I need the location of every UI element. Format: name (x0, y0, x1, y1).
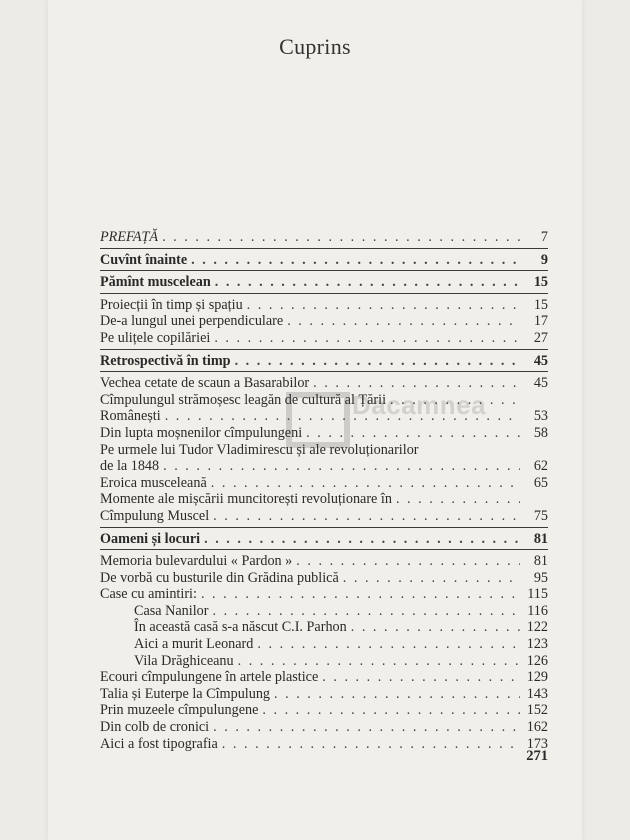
dot-leader (163, 458, 520, 475)
section-divider (100, 349, 548, 350)
toc-entry-title: Oameni și locuri (100, 530, 201, 547)
toc-entry (100, 330, 548, 347)
section-divider (100, 371, 548, 372)
toc-entry-page: 81 (533, 553, 548, 570)
toc-entry (100, 653, 548, 670)
toc-entry-title: Momente ale mișcării muncitorești revoluționare în (100, 491, 392, 508)
toc-entry-page: 75 (533, 507, 548, 524)
toc-entry (100, 408, 548, 425)
toc-entry-page: 81 (533, 530, 548, 547)
toc-entry-title: Talia și Euterpe la Cîmpulung (100, 685, 271, 702)
toc-entry-page: 116 (527, 602, 548, 619)
toc-entry (100, 586, 548, 603)
dot-leader (162, 229, 520, 246)
toc-entry (100, 491, 548, 508)
toc-entry-title: Din colb de cronici (100, 719, 210, 736)
toc-entry (100, 508, 548, 525)
toc-entry (100, 392, 548, 409)
page-number: 271 (526, 748, 548, 764)
toc-entry (100, 458, 548, 475)
dot-leader (257, 636, 520, 653)
toc-entry-page: 123 (526, 636, 548, 653)
page-title: Cuprins (279, 34, 351, 59)
toc-entry-page: 62 (533, 458, 548, 475)
dot-leader (322, 669, 520, 686)
toc-entry (100, 702, 548, 719)
toc-entry-page: 7 (540, 229, 548, 245)
toc-entry-page: 27 (533, 329, 548, 346)
toc-entry-title: Cîmpulung Muscel (100, 507, 210, 524)
toc-entry-page: 122 (526, 619, 548, 636)
dot-leader (191, 252, 520, 269)
dot-leader (214, 330, 520, 347)
toc-entry (100, 636, 548, 653)
dot-leader (211, 475, 520, 492)
toc-entry (100, 274, 548, 291)
toc-entry-title: Cuvînt înainte (100, 251, 188, 268)
toc-entry (100, 603, 548, 620)
dot-leader (213, 508, 520, 525)
toc-entry-title: De vorbă cu busturile din Grădina publică (100, 569, 339, 586)
toc-entry-title: Case cu amintiri: (100, 586, 197, 603)
toc-entry (100, 475, 548, 492)
section-divider (100, 527, 548, 528)
toc-entry (100, 553, 548, 570)
toc-entry-page: 95 (533, 569, 548, 586)
toc-entry-page: 15 (533, 296, 548, 313)
dot-leader (201, 586, 520, 603)
toc-entry-page: 58 (533, 424, 548, 441)
toc-entry (100, 719, 548, 736)
toc-entry-page: 45 (533, 375, 548, 392)
dot-leader (238, 653, 520, 670)
book-page (48, 0, 582, 840)
toc-entry-page: 9 (540, 251, 548, 268)
toc-entry-page: 115 (527, 586, 548, 603)
toc-entry (100, 531, 548, 548)
toc-entry-title: PREFAȚĂ (100, 229, 159, 245)
watermark-text: Dacamnea (352, 390, 487, 420)
toc-entry-page: 143 (526, 685, 548, 702)
toc-entry (100, 442, 548, 459)
table-of-contents (100, 229, 548, 752)
toc-entry-title: Prin muzeele cîmpulungene (100, 702, 259, 719)
dot-leader (204, 531, 520, 548)
toc-entry (100, 353, 548, 370)
dot-leader (343, 570, 520, 587)
toc-entry-page: 129 (526, 669, 548, 686)
toc-entry-page: 15 (533, 274, 548, 291)
toc-entry (100, 252, 548, 269)
toc-entry (100, 669, 548, 686)
dot-leader (235, 353, 520, 370)
toc-entry-title: Aici a fost tipografia (100, 735, 218, 752)
dot-leader (390, 392, 520, 409)
toc-entry (100, 619, 548, 636)
dot-leader (165, 408, 520, 425)
dot-leader (287, 313, 520, 330)
toc-entry-title: Vila Drăghiceanu (134, 652, 234, 669)
toc-entry (100, 313, 548, 330)
dot-leader (351, 619, 520, 636)
toc-entry-page: 152 (526, 702, 548, 719)
toc-entry-page: 45 (533, 352, 548, 369)
dot-leader (306, 425, 520, 442)
toc-entry-page: 173 (526, 735, 548, 752)
toc-entry-title: Cîmpulungul strămoșesc leagăn de cultură al Țării (100, 391, 387, 408)
toc-entry (100, 736, 548, 753)
dot-leader (274, 686, 520, 703)
dot-leader (313, 375, 520, 392)
section-divider (100, 270, 548, 271)
toc-entry-page: 65 (533, 474, 548, 491)
toc-entry (100, 425, 548, 442)
toc-entry-title: de la 1848 (100, 458, 160, 475)
toc-entry-page: 53 (533, 408, 548, 425)
toc-entry-title: Vechea cetate de scaun a Basarabilor (100, 375, 310, 392)
toc-entry (100, 297, 548, 314)
toc-entry-title: Din lupta moșnenilor cîmpulungeni (100, 424, 303, 441)
toc-entry-title: Eroica musceleană (100, 474, 207, 491)
toc-entry-title: Pămînt muscelean (100, 274, 211, 291)
toc-entry-page: 162 (526, 719, 548, 736)
toc-entry-title: Memoria bulevardului « Pardon » (100, 553, 293, 570)
section-divider (100, 248, 548, 249)
dot-leader (262, 702, 520, 719)
toc-entry-title: Pe ulițele copilăriei (100, 329, 211, 346)
dot-leader (296, 553, 520, 570)
toc-entry (100, 570, 548, 587)
toc-entry-title: Ecouri cîmpulungene în artele plastice (100, 669, 319, 686)
toc-entry-title: De-a lungul unei perpendiculare (100, 313, 284, 330)
toc-entry-title: Casa Nanilor (134, 602, 209, 619)
toc-entry (100, 229, 548, 246)
toc-entry-title: Pe urmele lui Tudor Vladimirescu și ale revoluționarilor (100, 441, 419, 458)
toc-entry-title: Aici a murit Leonard (134, 636, 254, 653)
toc-entry-title: Retrospectivă în timp (100, 352, 231, 369)
toc-entry (100, 375, 548, 392)
dot-leader (213, 719, 520, 736)
section-divider (100, 549, 548, 550)
toc-entry-title: Proiecții în timp și spațiu (100, 296, 243, 313)
dot-leader (396, 491, 520, 508)
toc-entry-title: Românești (100, 408, 161, 425)
toc-entry-page: 126 (526, 652, 548, 669)
toc-entry-title: În această casă s-a născut C.I. Parhon (134, 619, 347, 636)
section-divider (100, 293, 548, 294)
dot-leader (247, 297, 520, 314)
toc-entry-page: 17 (533, 313, 548, 330)
dot-leader (222, 736, 520, 753)
dot-leader (212, 603, 520, 620)
dot-leader (215, 274, 520, 291)
toc-entry (100, 686, 548, 703)
